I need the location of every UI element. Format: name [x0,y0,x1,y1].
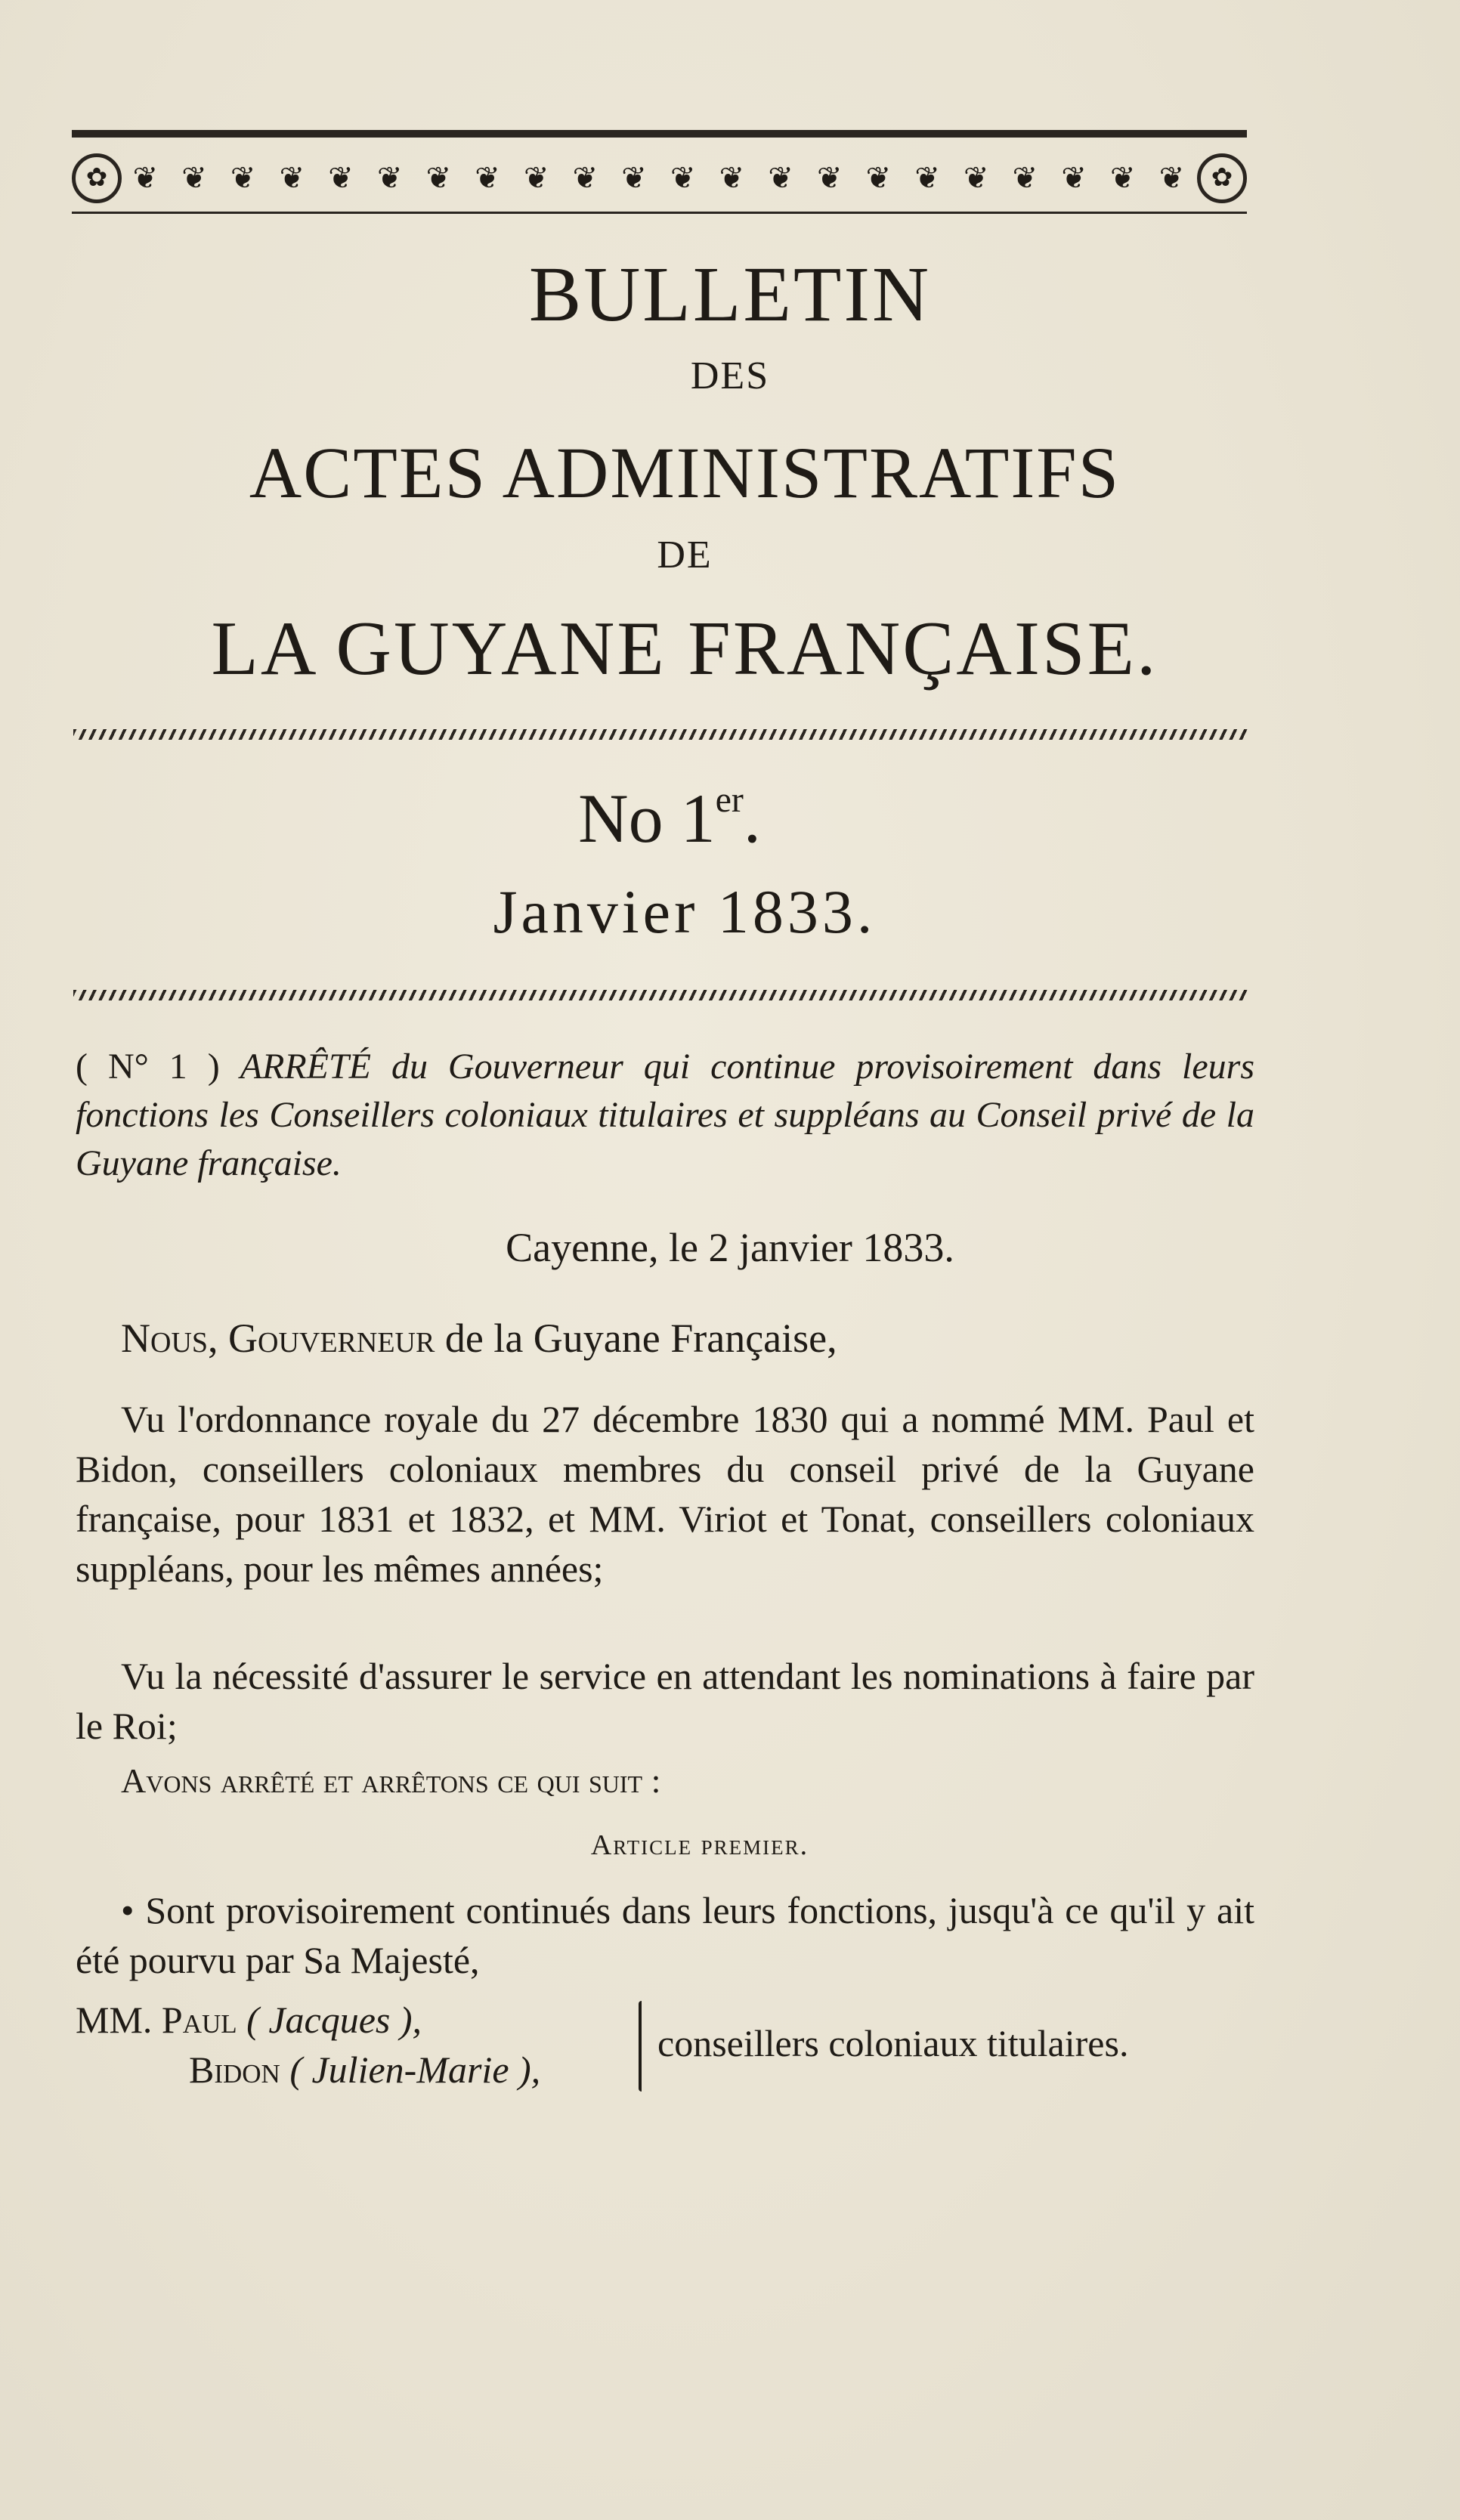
name-bidon: Bidon [189,2048,280,2091]
avons-arrete-line: Avons arrêté et arrêtons ce qui suit : [121,1761,661,1800]
issue-date: Janvier 1833. [493,877,877,946]
brace [639,2001,648,2092]
issue-number-sup: er [715,780,744,820]
mm-label: MM. [76,1999,153,2041]
role-titulaires: conseillers coloniaux titulaires. [657,2022,1129,2064]
name-paul: Paul [161,1999,237,2041]
nous-word: Nous [121,1316,209,1361]
arrete-title: ARRÊTÉ du Gouverneur qui continue provisoirement dans leurs fonctions les Conseillers coloniaux titulaires et suppléans au Conseil privé de la Guyane française. [76,1047,1255,1183]
issue-number [0,778,1400,858]
top-rule [72,130,1247,138]
nous-line [121,1315,1300,1362]
place-date: Cayenne, le 2 janvier 1833. [506,1225,954,1270]
paragraph-sont: • Sont provisoirement continués dans leurs fonctions, jusqu'à ce qu'il y ait été pourvu par Sa Majesté, [76,1889,1254,1981]
name-row-1 [76,1995,540,2045]
given-jacques: ( Jacques ), [246,1999,422,2041]
ornament-right-icon: ✿ [1197,153,1247,203]
nous-comma: , [208,1316,229,1361]
nous-rest: de la Guyane Française, [435,1316,837,1361]
arrete-heading [76,1043,1254,1188]
wavy-divider-2 [73,990,1248,1000]
wavy-divider-1 [73,729,1248,740]
paragraph-vu-necessite: Vu la nécessité d'assurer le service en attendant les nominations à faire par le Roi; [76,1655,1254,1747]
arrete-number: ( N° 1 ) [76,1047,220,1087]
gouverneur-word: Gouverneur [228,1316,435,1361]
title-guyane: LA GUYANE FRANÇAISE. [211,606,1158,691]
ornament-left-icon: ✿ [72,153,122,203]
given-julien-marie: ( Julien-Marie ), [289,2048,541,2091]
title-de: DE [657,533,713,577]
article-heading: Article premier. [590,1829,809,1861]
ornament-band [72,145,1247,214]
names-block [76,1995,540,2095]
name-row-2 [76,2045,540,2095]
paragraph-vu-ordonnance: Vu l'ordonnance royale du 27 décembre 1830 qui a nommé MM. Paul et Bidon, conseillers coloniaux membres du conseil privé de la Guyane française, pour 1831 et 1832, et MM. Viriot et Tonat, conseillers coloniaux suppléans, pour les mêmes années; [76,1398,1254,1590]
title-actes: ACTES ADMINISTRATIFS [249,432,1121,513]
issue-number-suffix: . [743,780,761,857]
ornament-row: ❦ ❦ ❦ ❦ ❦ ❦ ❦ ❦ ❦ ❦ ❦ ❦ ❦ ❦ ❦ ❦ ❦ ❦ ❦ ❦ ❦ ❦ [132,161,1186,196]
issue-number-prefix: No 1 [578,780,716,857]
title-bulletin: BULLETIN [528,251,932,338]
title-des: DES [690,354,770,397]
